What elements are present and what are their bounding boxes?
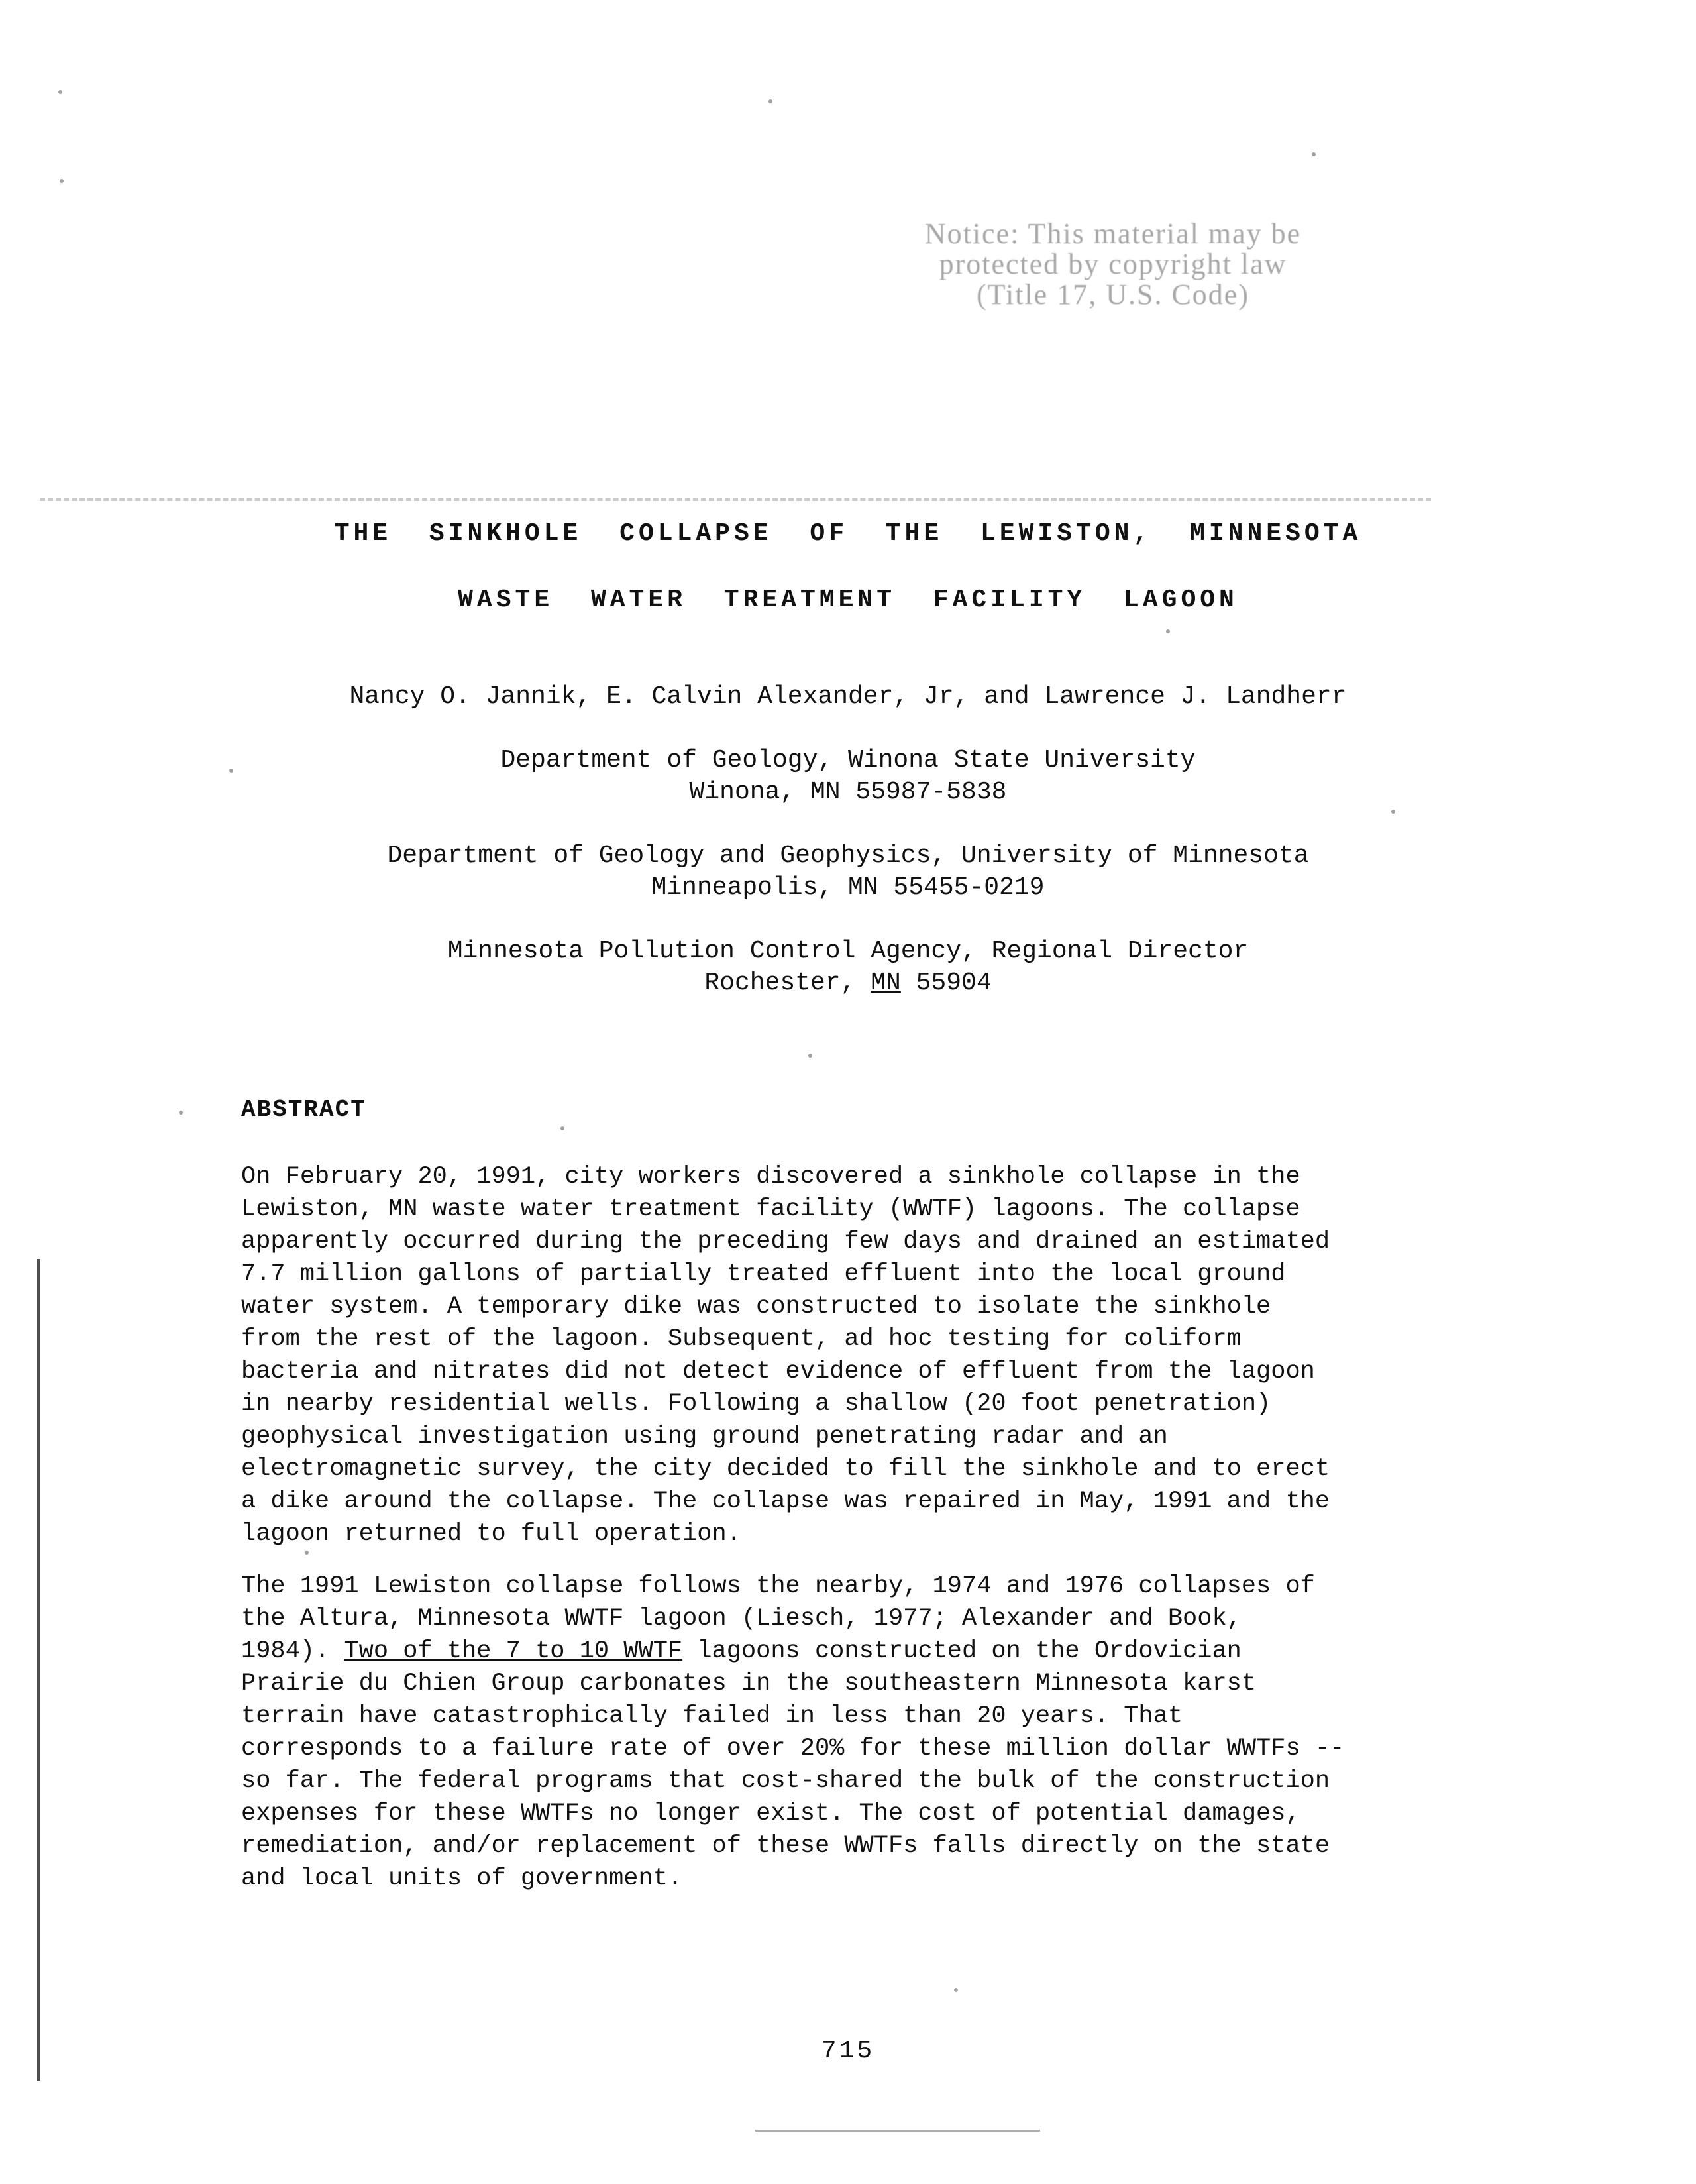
scan-speck [305,1551,309,1555]
copyright-stamp [861,219,1365,310]
scan-speck [179,1111,183,1115]
affiliation-3-state: MN [871,969,901,997]
affiliation-2-line-1: Department of Geology and Geophysics, University of Minnesota [387,842,1309,870]
affiliation-1-line-1: Department of Geology, Winona State University [500,746,1196,775]
affiliation-3-line-1: Minnesota Pollution Control Agency, Regional Director [447,937,1249,965]
page-number: 715 [821,2037,875,2065]
scan-artifact-rule [755,2130,1040,2132]
scan-speck [1391,810,1395,814]
scan-speck [1166,629,1170,633]
paper-title-line-2: WASTE WATER TREATMENT FACILITY LAGOON [458,586,1238,614]
affiliation-3 [0,936,1696,999]
scan-speck [808,1054,812,1058]
affiliation-2-line-2: Minneapolis, MN 55455-0219 [651,873,1045,902]
scan-speck [229,769,233,773]
scan-artifact-line [40,498,1431,501]
affiliation-1 [0,745,1696,808]
abstract-paragraph-2-part-1: The 1991 Lewiston collapse follows the nearby, 1974 and 1976 collapses of the Altura, Minnesota WWTF lagoon (Liesch, 1977; Alexander and Book, 1984). [241,1572,1315,1665]
affiliation-1-line-2: Winona, MN 55987-5838 [689,778,1007,806]
scan-speck [768,99,772,103]
affiliation-3-zip: 55904 [900,969,992,997]
abstract-paragraph-2-part-2: lagoons constructed on the Ordovician Prairie du Chien Group carbonates in the southeastern Minnesota karst terrain have catastrophically failed in less than 20 years. That corresponds to a failure rate of over 20% for these million dollar WWTFs -- so far. The federal programs that cost-shared the bulk of the construction expenses for these WWTFs no longer exist. The cost of potential damages, remediation, and/or replacement of these WWTFs falls directly on the state and local units of government. [241,1637,1345,1892]
stamp-line-1: Notice: This material may be [924,217,1302,250]
paper-title-line-1: THE SINKHOLE COLLAPSE OF THE LEWISTON, MINNESOTA [334,519,1362,548]
stamp-line-2: protected by copyright law [939,248,1287,280]
affiliation-3-city: Rochester, [704,969,871,997]
abstract-heading: ABSTRACT [241,1096,366,1123]
abstract-underlined-phrase: Two of the 7 to 10 WWTF [344,1637,683,1665]
scan-speck [954,1988,958,1992]
scan-margin-bar [37,1259,40,2081]
scan-speck [560,1126,564,1130]
abstract-paragraph-1: On February 20, 1991, city workers discovered a sinkhole collapse in the Lewiston, MN waste water treatment facility (WWTF) lagoons. The collapse apparently occurred during the preceding few days and drained an estimated 7.7 million gallons of partially treated effluent into the local ground water system. A temporary dike was constructed to isolate the sinkhole from the rest of the lagoon. Subsequent, ad hoc testing for coliform bacteria and nitrates did not detect evidence of effluent from the lagoon in nearby residential wells. Following a shallow (20 foot penetration) geophysical investigation using ground penetrating radar and an electromagnetic survey, the city decided to fill the sinkhole and to erect a dike around the collapse. The collapse was repaired in May, 1991 and the lagoon returned to full operation. [241,1163,1330,1548]
scan-speck [60,179,64,183]
abstract-paragraph-2 [241,1570,1454,1895]
affiliation-2 [0,840,1696,904]
stamp-line-3: (Title 17, U.S. Code) [977,278,1249,311]
author-list: Nancy O. Jannik, E. Calvin Alexander, Jr, and Lawrence J. Landherr [349,682,1347,711]
scan-speck [1312,152,1316,156]
scan-speck [58,90,62,94]
affiliation-3-line-2 [0,967,1696,999]
